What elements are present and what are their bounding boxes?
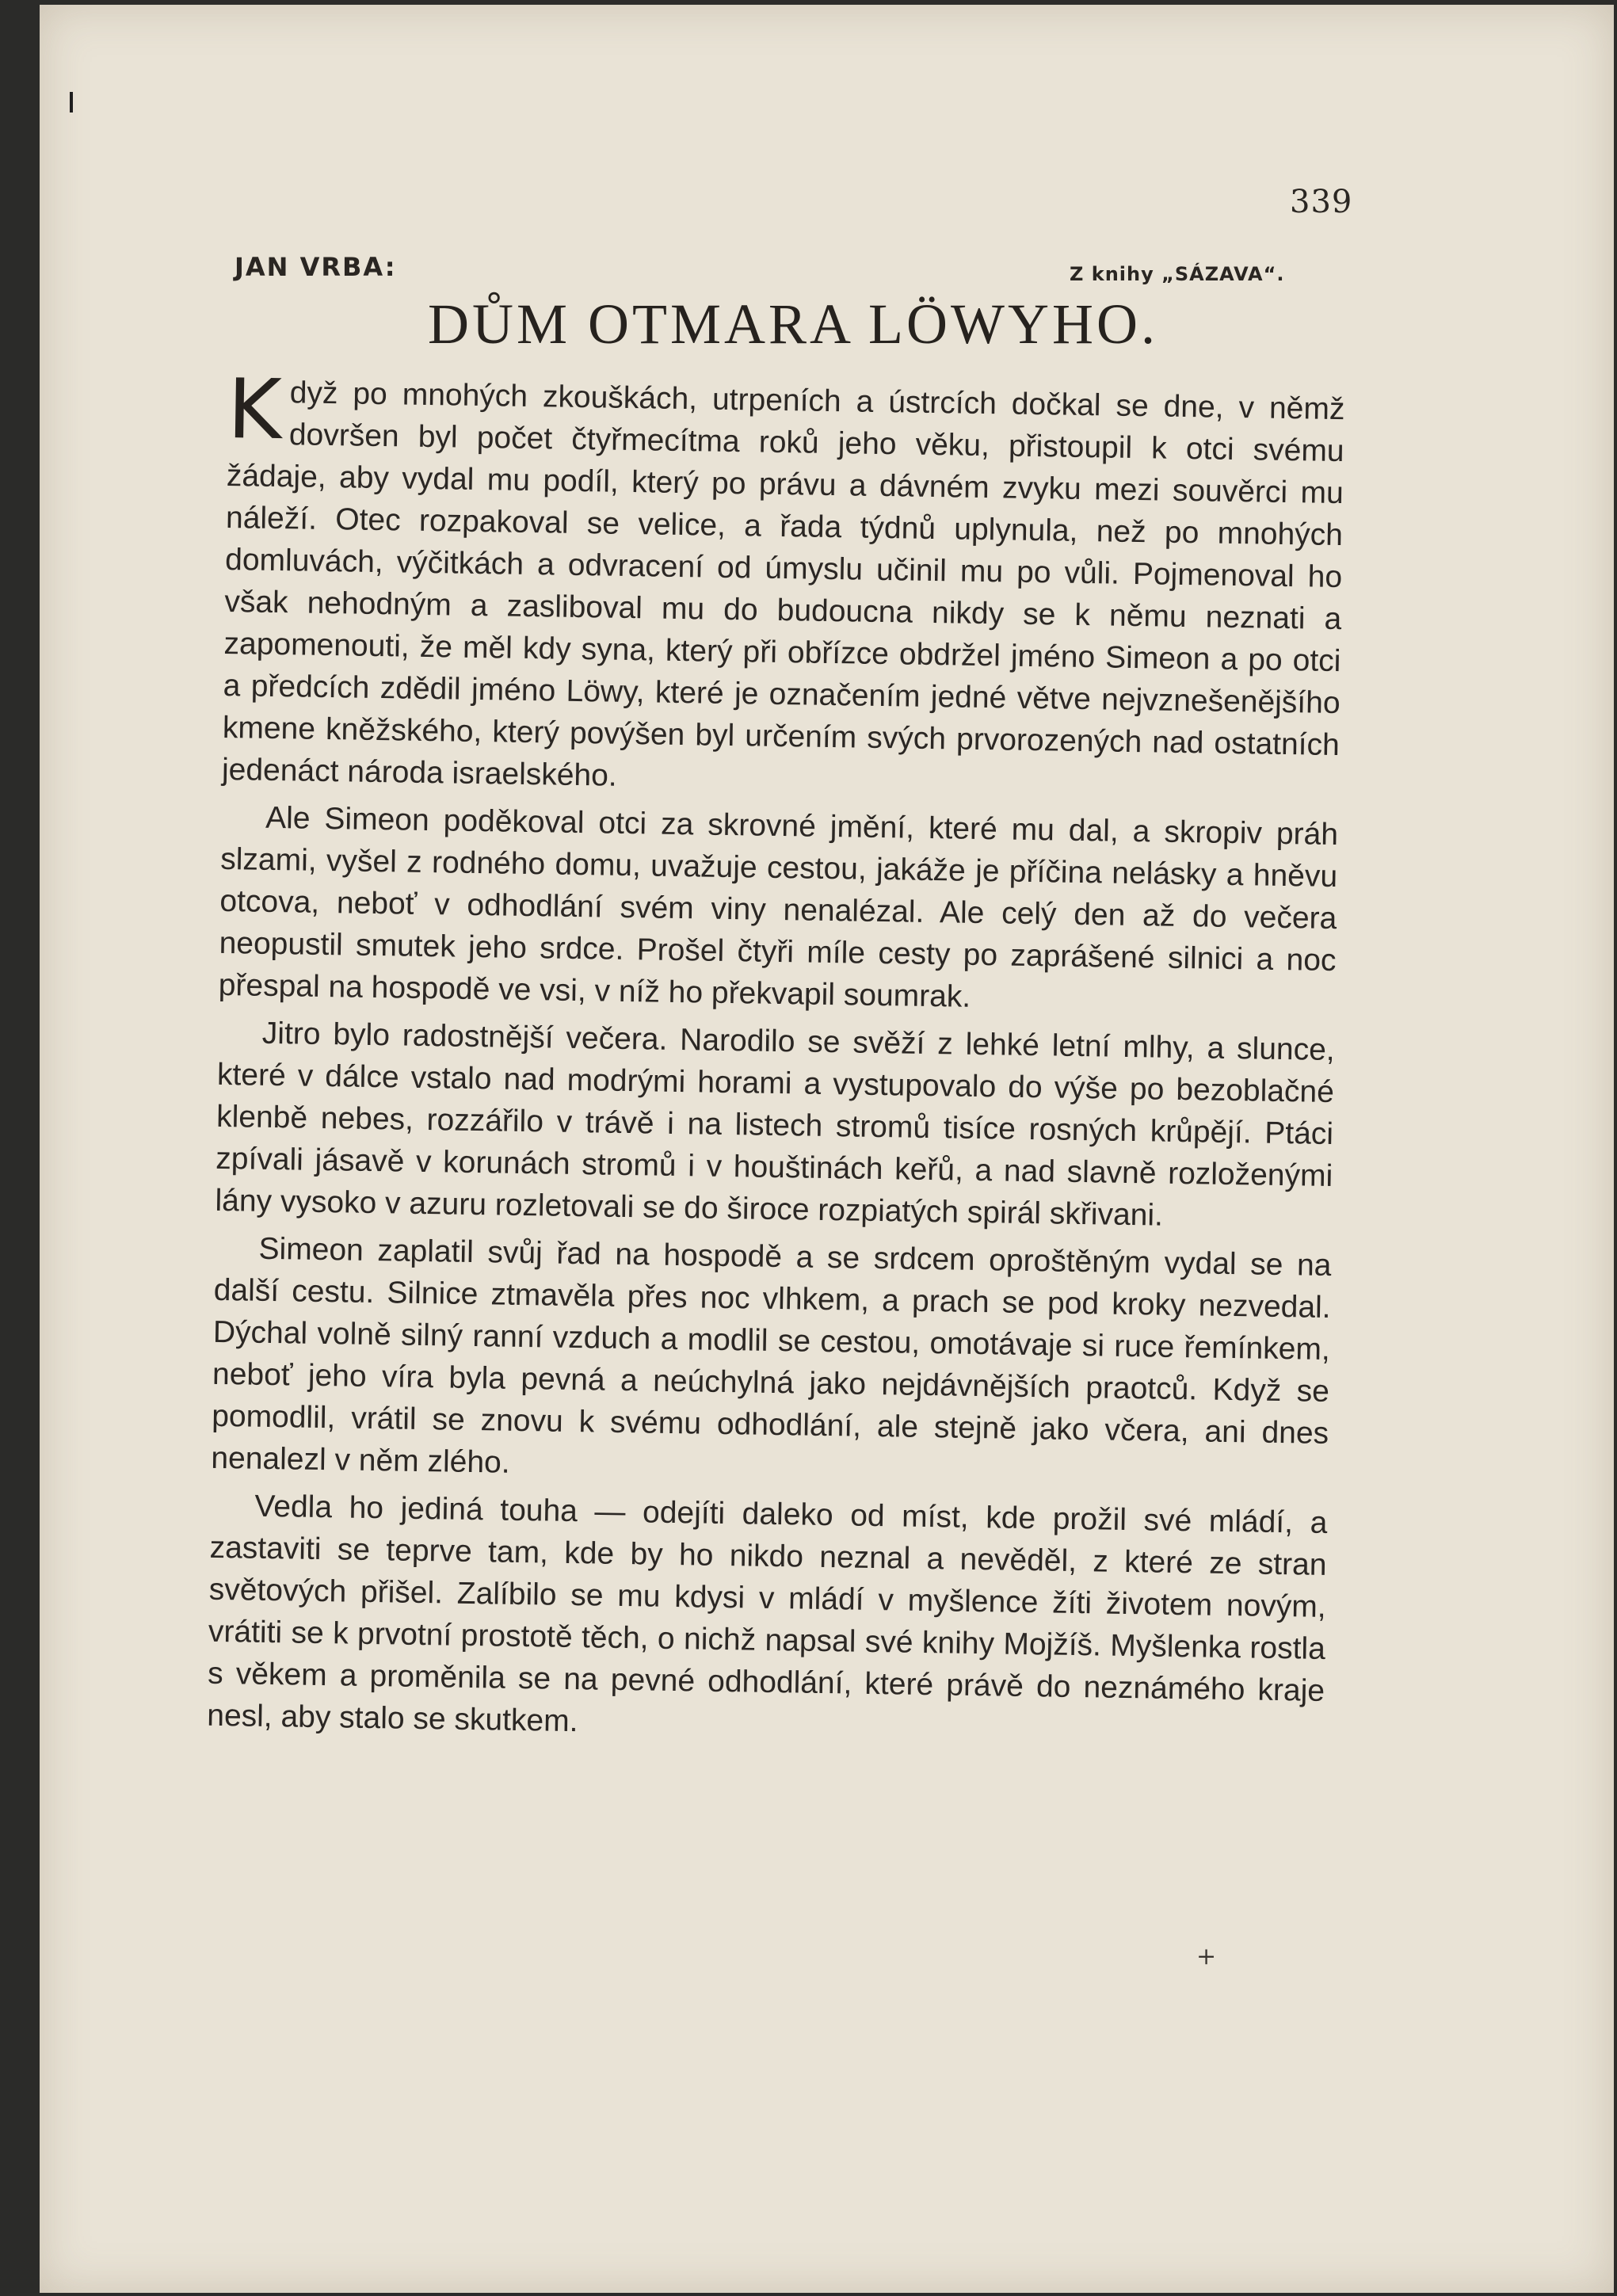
author-name: JAN VRBA: xyxy=(235,252,397,282)
page-number: 339 xyxy=(1290,184,1353,220)
chapter-title: DŮM OTMARA LÖWYHO. xyxy=(428,292,1158,356)
paragraph-5: Vedla ho jediná touha — odejíti daleko od míst, kde prožil své mládí, a zastaviti se teprve tam, kde by ho nikdo neznal a nevěděl, z které ze stran světových přišel. Zalíbilo se mu kdysi v mládí v myšlence žíti životem novým, vrátiti se k prvotní prostotě těch, o nichž napsal své knihy Mojžíš. Myšlenka rostla s věkem a proměnila se na pevné odhodlání, které právě do neznámého kraje nesl, aby stalo se skutkem. xyxy=(206,1489,1328,1739)
drop-cap: K xyxy=(227,360,283,459)
source-reference: Z knihy „SÁZAVA“. xyxy=(1070,263,1285,285)
paragraph-2: Ale Simeon poděkoval otci za skrovné jmění, které mu dal, a skropiv práh slzami, vyšel z rodného domu, uvažuje cestou, jakáže je příčina nelásky a hněvu otcova, neboť v odhodlání svém viny nenalézal. Ale celý den až do večera neopustil smutek jeho srdce. Prošel čtyři míle cesty po zaprášené silnici a noc přespal na hospodě ve vsi, v níž ho překvapil soumrak. xyxy=(218,800,1339,1014)
end-mark: + xyxy=(1196,1943,1217,1970)
paragraph-1 xyxy=(221,360,1345,808)
binding-mark xyxy=(70,92,73,113)
paragraph-3: Jitro bylo radostnější večera. Narodilo se svěží z lehké letní mlhy, a slunce, které v dálce vstalo nad modrými horami a vystupovalo do výše po bezoblačné klenbě nebes, rozzářilo v trávě i na listech stromů tisíce rosných krůpějí. Ptáci zpívali jásavě v korunách stromů i v houštinách keřů, a nad slavně rozloženými lány vysoko v azuru rozletovali se do široce rozpiatých spirál skřivani. xyxy=(215,1016,1336,1233)
book-page xyxy=(40,5,1614,2293)
paragraph-1-text: dyž po mnohých zkouškách, utrpeních a ústrcích dočkal se dne, v němž dovršen byl počet čtyřmecítma roků jeho věku, přistoupil k otci svému žádaje, aby vydal mu podíl, který po právu a dávném zvyku mezi souvěrci mu náleží. Otec rozpakoval se velice, a řada týdnů uplynula, než po mnohých domluvách, výčitkách a odvracení od úmyslu učinil mu po vůli. Pojmenoval ho však nehodným a zasliboval mu do budoucna nikdy se k němu neznati a zapomenouti, že měl kdy syna, který při obřízce obdržel jméno Simeon a po otci a předcích zdědil jméno Löwy, které je označením jedné větve nejvznešenějšího kmene kněžského, který povýšen byl určením svých prvorozených nad ostatních jedenáct národa israelského. xyxy=(221,376,1345,793)
paragraph-4: Simeon zaplatil svůj řad na hospodě a se srdcem oproštěným vydal se na další cestu. Silnice ztmavěla přes noc vlhkem, a prach se pod kroky nezvedal. Dýchal volně silný ranní vzduch a modlil se cestou, omotávaje si ruce řemínkem, neboť jeho víra byla pevná a neúchylná jako nejdávnějších praotců. Když se pomodlil, vrátil se znovu k svému odhodlání, ale stejně jako včera, ani dnes nenalezl v něm zlého. xyxy=(211,1231,1332,1480)
body-text xyxy=(206,360,1345,1754)
